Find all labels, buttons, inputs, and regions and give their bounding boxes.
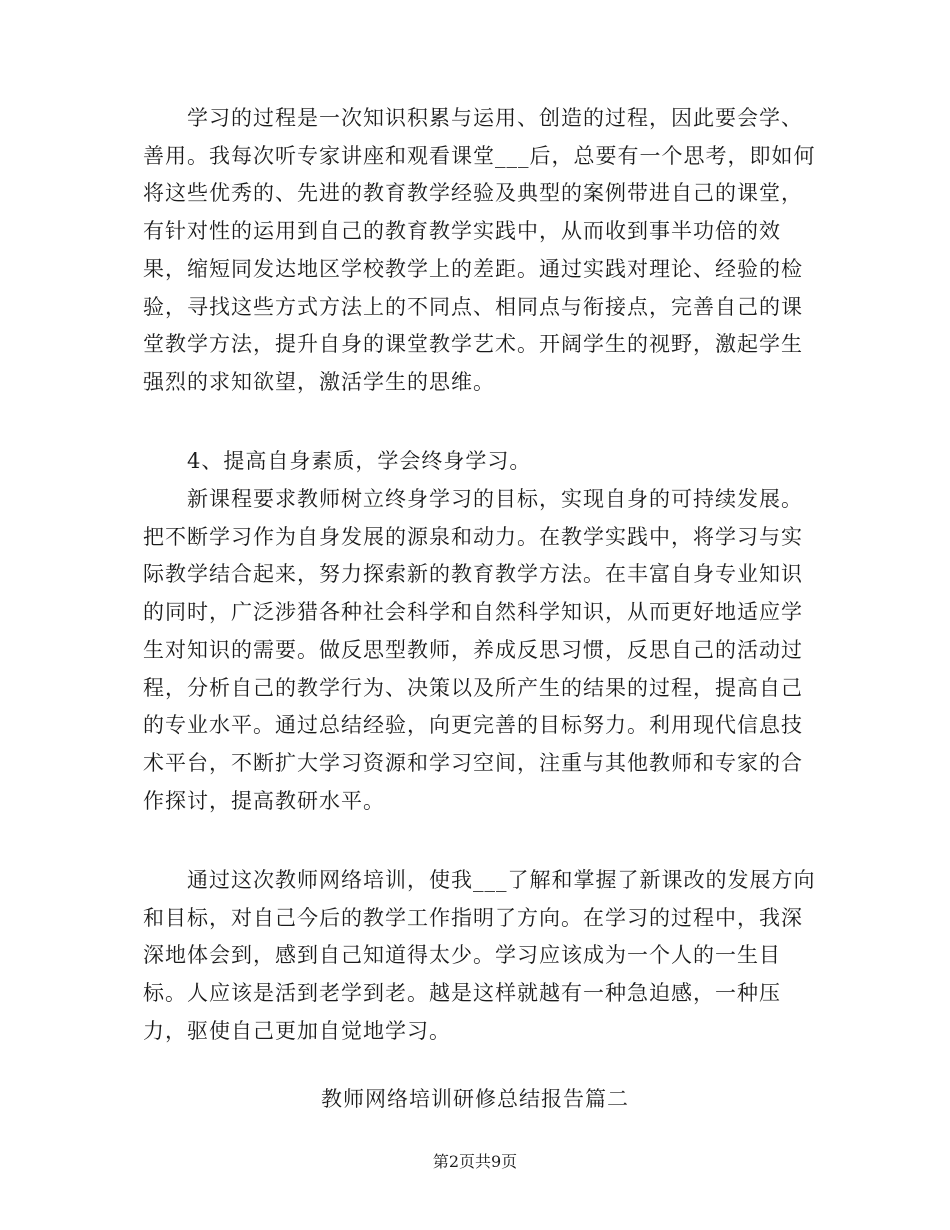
text-line: 标。人应该是活到老学到老。越是这样就越有一种急迫感，一种压 <box>143 981 781 1006</box>
text-line: 强烈的求知欲望，激活学生的思维。 <box>143 369 495 394</box>
text-line: 堂教学方法，提升自身的课堂教学艺术。开阔学生的视野，激起学生 <box>143 332 803 357</box>
text-line: 将这些优秀的、先进的教育教学经验及典型的案例带进自己的课堂， <box>143 181 803 206</box>
text-line: 际教学结合起来，努力探索新的教育教学方法。在丰富自身专业知识 <box>143 562 803 587</box>
text-line: 善用。我每次听专家讲座和观看课堂___后，总要有一个思考，即如何 <box>143 143 816 168</box>
paragraph-learning-process <box>143 100 816 402</box>
text-line: 生对知识的需要。做反思型教师，养成反思习惯，反思自己的活动过 <box>143 637 803 662</box>
numbered-point-4 <box>143 443 808 481</box>
text-line: 学习的过程是一次知识积累与运用、创造的过程，因此要会学、 <box>187 106 803 130</box>
page-number-footer: 第2页共9页 <box>432 1152 518 1171</box>
text-line: 力，驱使自己更加自觉地学习。 <box>143 1018 451 1043</box>
text-line: 的同时，广泛涉猎各种社会科学和自然科学知识，从而更好地适应学 <box>143 600 803 625</box>
text-line: 作探讨，提高教研水平。 <box>143 788 385 813</box>
text-line: 程，分析自己的教学行为、决策以及所产生的结果的过程，提高自己 <box>143 675 803 700</box>
text-line: 新课程要求教师树立终身学习的目标，实现自身的可持续发展。 <box>187 487 803 511</box>
paragraph-training-summary <box>143 862 816 1051</box>
text-line: 术平台，不断扩大学习资源和学习空间，注重与其他教师和专家的合 <box>143 750 803 775</box>
paragraph-lifelong-learning <box>143 481 808 820</box>
text-line: 把不断学习作为自身发展的源泉和动力。在教学实践中，将学习与实 <box>143 524 803 549</box>
section-heading: 教师网络培训研修总结报告篇二 <box>321 1087 629 1111</box>
text-line: 4、提高自身素质，学会终身学习。 <box>187 449 532 473</box>
text-line: 的专业水平。通过总结经验，向更完善的目标努力。利用现代信息技 <box>143 713 803 738</box>
text-line: 验，寻找这些方式方法上的不同点、相同点与衔接点，完善自己的课 <box>143 294 803 319</box>
text-line: 通过这次教师网络培训，使我___了解和掌握了新课改的发展方向 <box>187 868 816 892</box>
text-line: 深地体会到，感到自己知道得太少。学习应该成为一个人的一生目 <box>143 943 781 968</box>
text-line: 和目标，对自己今后的教学工作指明了方向。在学习的过程中，我深 <box>143 905 803 930</box>
text-line: 有针对性的运用到自己的教育教学实践中，从而收到事半功倍的效 <box>143 219 781 244</box>
text-line: 果，缩短同发达地区学校教学上的差距。通过实践对理论、经验的检 <box>143 256 803 281</box>
